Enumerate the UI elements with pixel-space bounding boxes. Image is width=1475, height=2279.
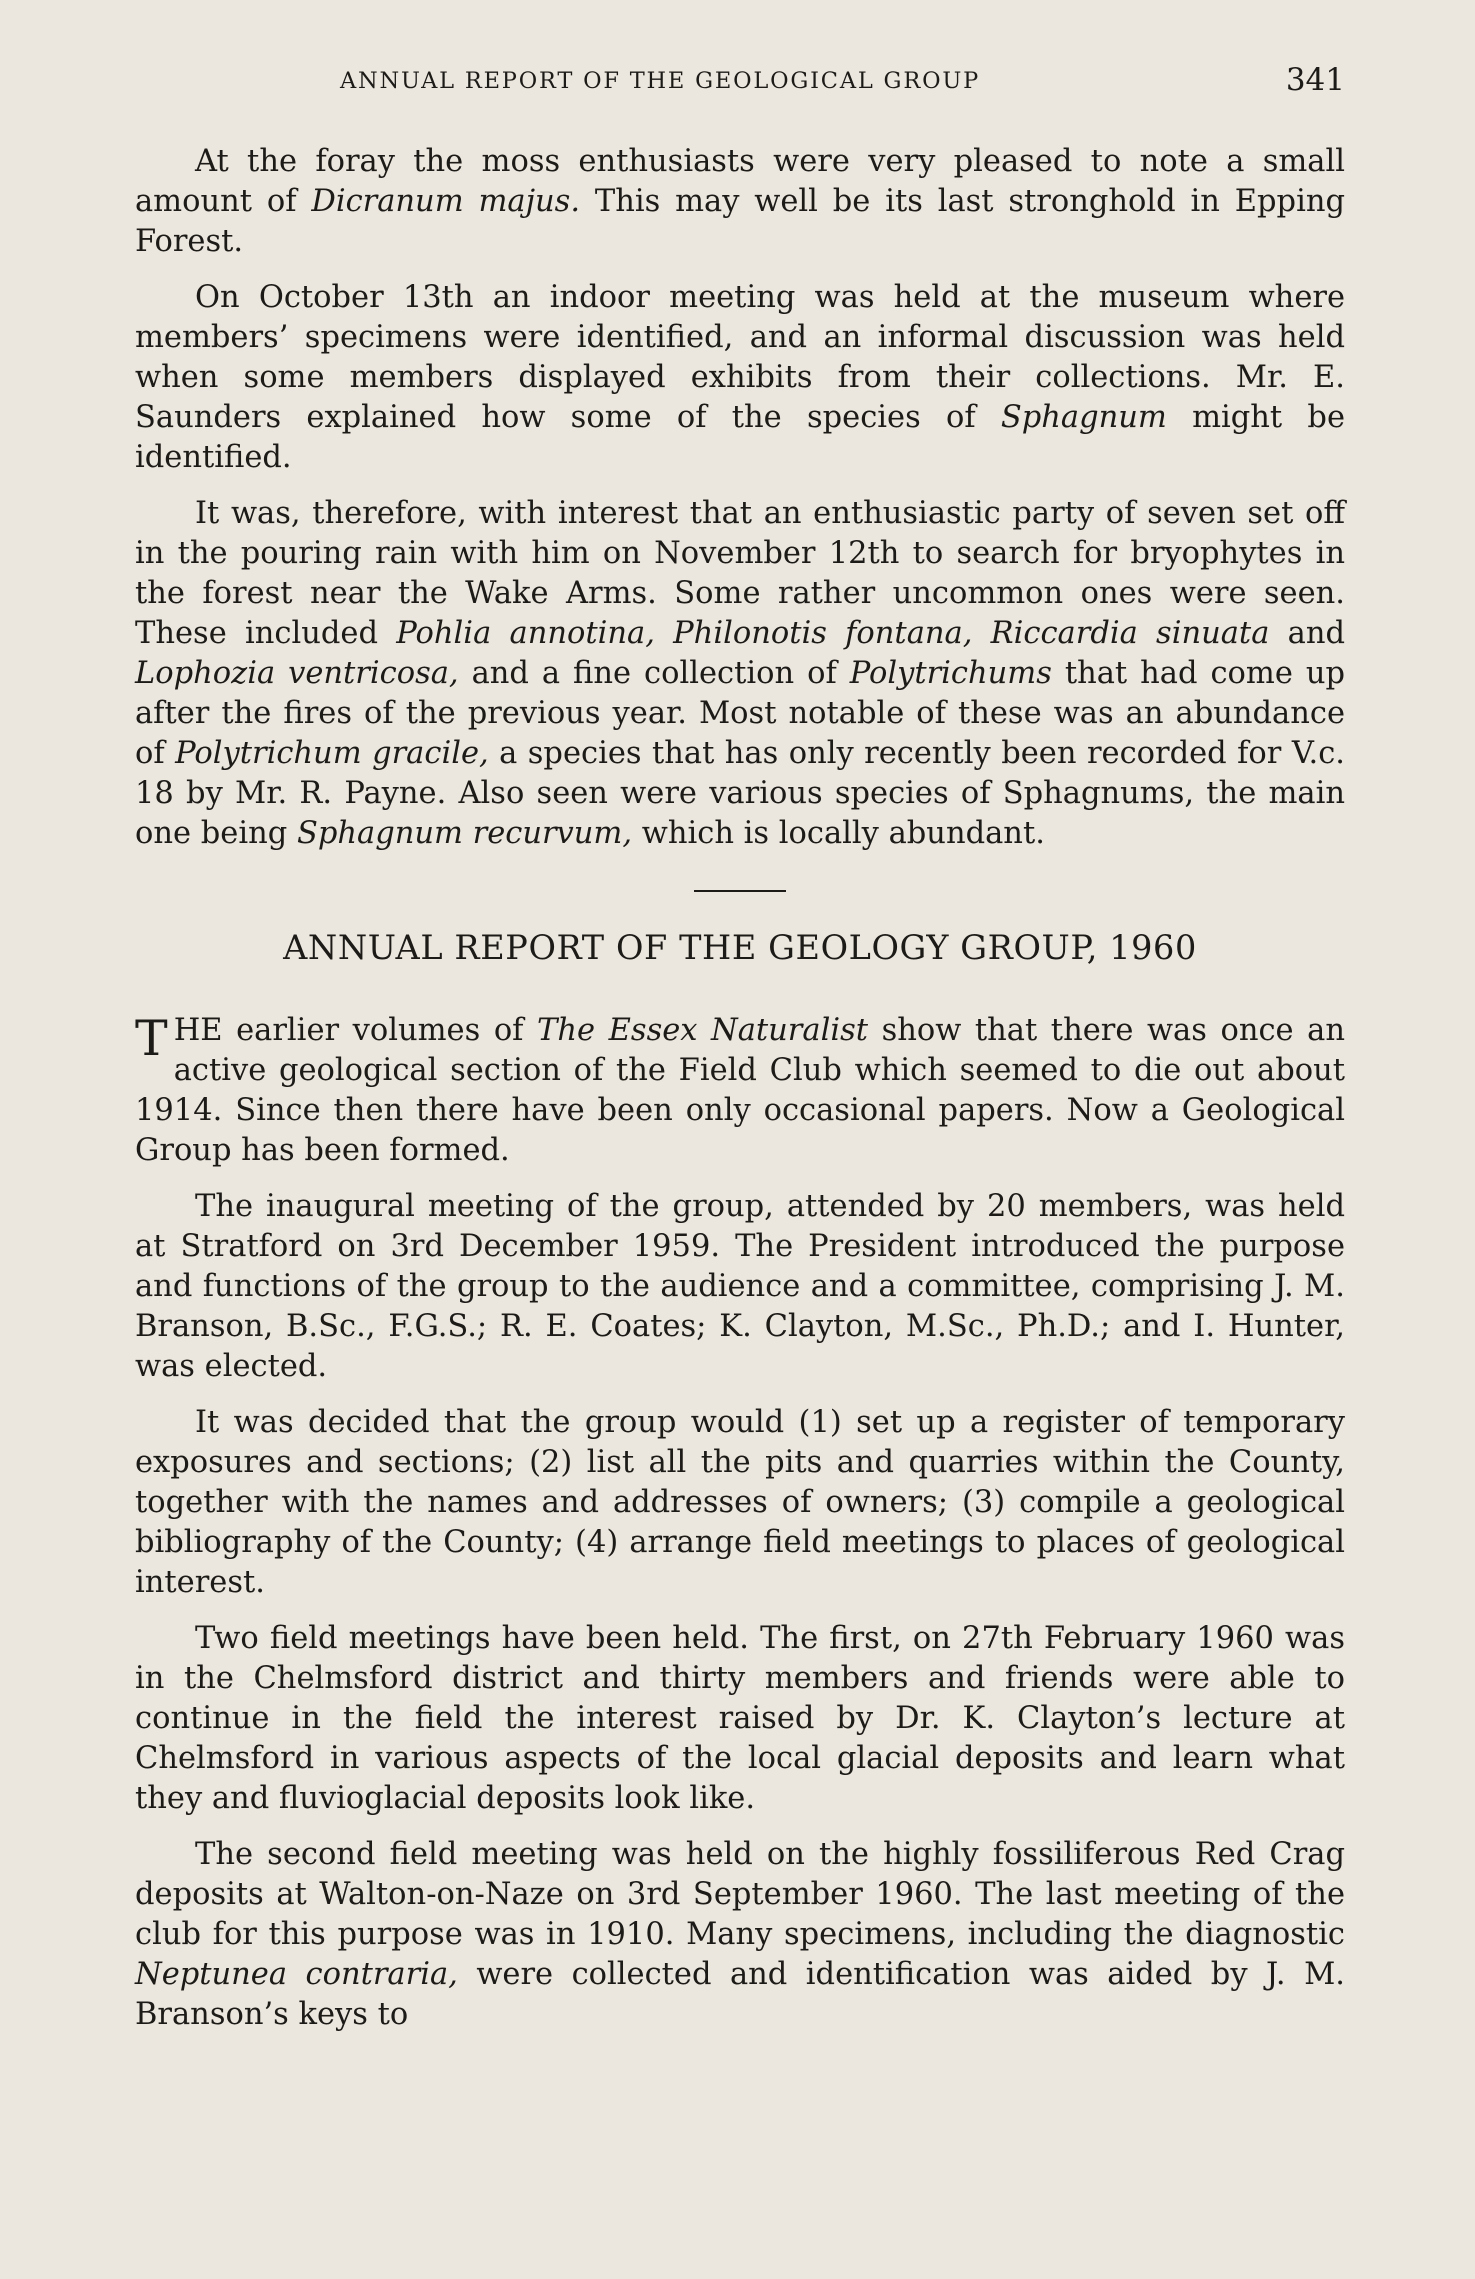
text-span: and	[1269, 616, 1345, 651]
paragraph-inaugural-meeting: The inaugural meeting of the group, attended by 20 members, was held at Stratford on 3rd December 1959. The President introduced the purpose and functions of the group to the audience and a committee, comprising J. M. Branson, B.Sc., F.G.S.; R. E. Coates; K. Clayton, M.Sc., Ph.D.; and I. Hunter, was elected.	[135, 1189, 1345, 1384]
text-span: HE earlier volumes of	[173, 1013, 538, 1048]
section-title: ANNUAL REPORT OF THE GEOLOGY GROUP, 1960	[283, 928, 1197, 967]
running-head	[135, 62, 1345, 106]
section-divider	[694, 890, 786, 892]
species-name: Pohlia annotina, Philonotis fontana, Riccardia sinuata	[396, 616, 1270, 651]
paragraph-second-field-meeting	[135, 1835, 1345, 2035]
text-span: were collected and identification was aided by J. M. Branson’s keys to	[135, 1957, 1345, 2032]
paragraph-bryophyte-search	[135, 494, 1345, 854]
text-span: might be identified.	[135, 400, 1345, 475]
paragraph-moss-foray	[135, 142, 1345, 262]
species-name: Lophozia ventricosa,	[135, 656, 459, 691]
paragraph-field-meetings: Two field meetings have been held. The first, on 27th February 1960 was in the Chelmsford district and thirty members and friends were able to continue in the field the interest raised by Dr. K. Clayton’s lecture at Chelmsford in various aspects of the local glacial deposits and learn what they and fluvioglacial deposits look like.	[135, 1621, 1345, 1816]
page-number: 341	[1285, 62, 1345, 98]
text-span: This may well be its last stronghold in Epping Forest.	[135, 184, 1345, 259]
drop-cap: T	[135, 1010, 168, 1067]
species-name: Neptunea contraria,	[135, 1957, 458, 1992]
text-span: show that there was once an active geological section of the Field Club which seemed to die out about 1914. Since then there have been only occasional papers. Now a Geological Group has been formed.	[135, 1013, 1345, 1168]
journal-title: The Essex Naturalist	[537, 1013, 868, 1048]
paragraph-group-aims: It was decided that the group would (1) set up a register of temporary exposures and sections; (2) list all the pits and quarries within the County, together with the names and addresses of owners; (3) compile a geological bibliography of the County; (4) arrange field meetings to places of geological interest.	[135, 1405, 1345, 1600]
text-span: The second field meeting was held on the highly fossiliferous Red Crag deposits at Walton-on-Naze on 3rd September 1960. The last meeting of the club for this purpose was in 1910. Many specimens, including the diagnostic	[135, 1837, 1345, 1952]
text-span: which is locally abundant.	[632, 816, 1045, 851]
species-name: Polytrichums	[849, 656, 1052, 691]
text-span: It was, therefore, with interest that an enthusiastic party of seven set off in the pouring rain with him on November 12th to search for bryophytes in the forest near the Wake Arms. Some rather uncommon ones were seen. These included	[135, 496, 1345, 651]
text-span: On October 13th an indoor meeting was held at the museum where members’ specimens were identified, and an informal discussion was held when some members displayed exhibits from their collections. Mr. E. Saunders explained how some of the species of	[135, 280, 1345, 435]
species-name: Dicranum majus.	[311, 184, 581, 219]
species-name: Polytrichum gracile,	[175, 736, 489, 771]
paragraph-intro	[135, 1011, 1345, 1171]
text-span: that had come up after the fires of the previous year. Most notable of these was an abundance of	[135, 656, 1345, 771]
paragraph-indoor-meeting	[135, 278, 1345, 478]
text-span: a species that has only recently been recorded for V.c. 18 by Mr. R. Payne. Also seen were various species of Sphagnums, the main one being	[135, 736, 1345, 851]
species-name: Sphagnum	[1000, 400, 1167, 435]
text-span: and a fine collection of	[458, 656, 850, 691]
text-span: At the foray the moss enthusiasts were very pleased to note a small amount of	[135, 144, 1345, 219]
species-name: Sphagnum recurvum,	[296, 816, 633, 851]
running-title: ANNUAL REPORT OF THE GEOLOGICAL GROUP	[340, 68, 981, 94]
